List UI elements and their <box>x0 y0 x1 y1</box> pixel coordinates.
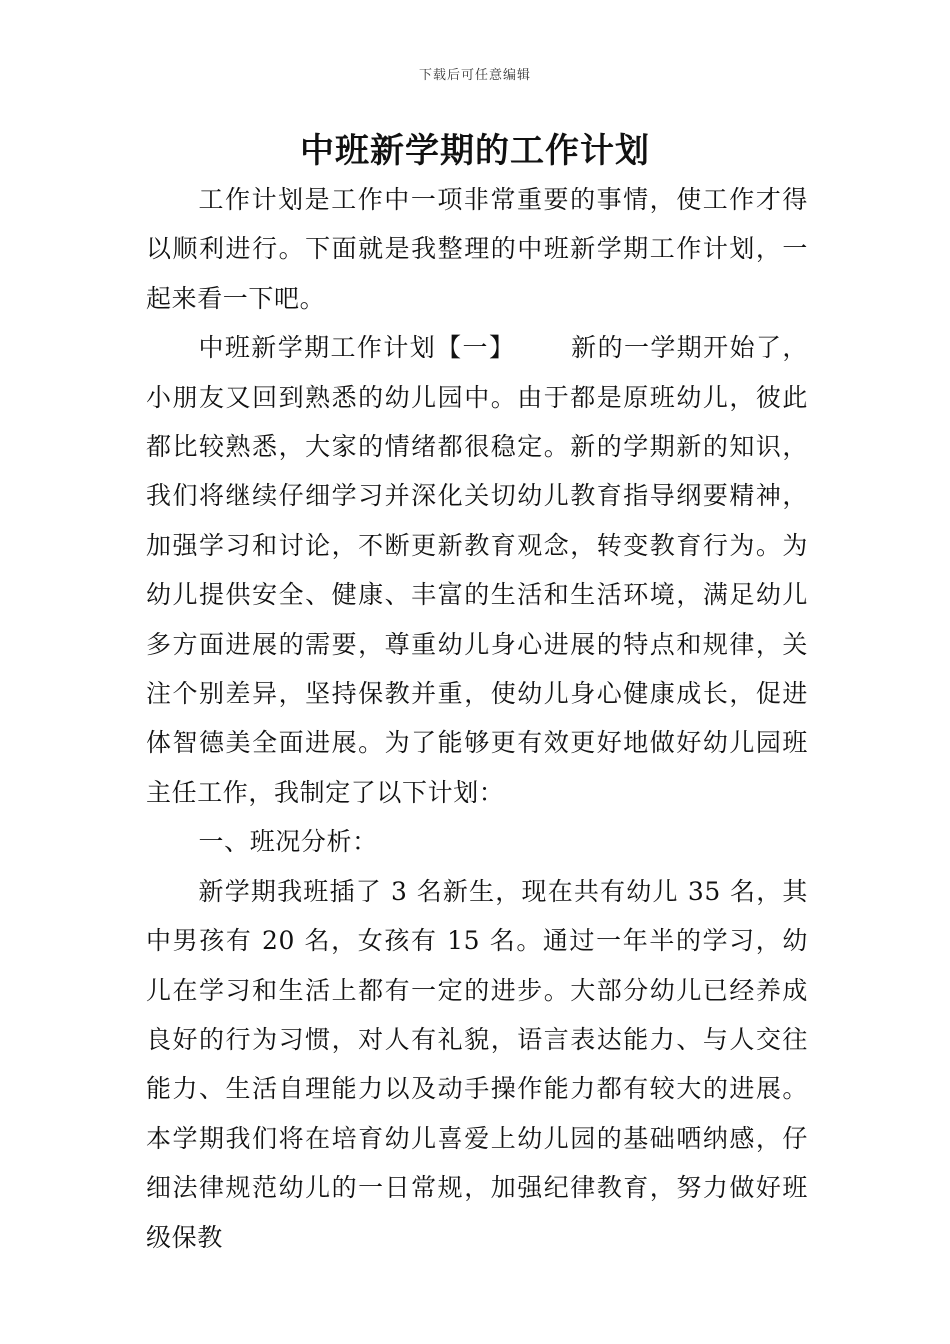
header-note: 下载后可任意编辑 <box>418 68 531 83</box>
section-1-heading <box>146 817 808 866</box>
intro-text: 工作计划是工作中一项非常重要的事情，使工作才得以顺利进行。下面就是我整理的中班新学期工作计划，一起来看一下吧。 <box>146 185 808 313</box>
plan-paragraph <box>146 323 808 817</box>
plan-heading: 中班新学期工作计划【一】 <box>198 333 516 363</box>
document-body <box>146 175 808 1262</box>
plan-text: 新的一学期开始了，小朋友又回到熟悉的幼儿园中。由于都是原班幼儿，彼此都比较熟悉，大家的情绪都很稳定。新的学期新的知识，我们将继续仔细学习并深化关切幼儿教育指导纲要精神，加强学习和讨论，不断更新教育观念，转变教育行为。为幼儿提供安全、健康、丰富的生活和生活环境，满足幼儿多方面进展的需要，尊重幼儿身心进展的特点和规律，关注个别差异，坚持保教并重，使幼儿身心健康成长，促进体智德美全面进展。为了能够更有效更好地做好幼儿园班主任工作，我制定了以下计划： <box>146 333 808 807</box>
document-title: 中班新学期的工作计划 <box>300 131 650 171</box>
section-1-heading-text: 一、班况分析： <box>198 827 378 857</box>
section-1-text: 新学期我班插了 3 名新生，现在共有幼儿 35 名，其中男孩有 20 名，女孩有 15 名。通过一年半的学习，幼儿在学习和生活上都有一定的进步。大部分幼儿已经养成良好的行为习惯，对人有礼貌，语言表达能力、与人交往能力、生活自理能力以及动手操作能力都有较大的进展。本学期我们将在培育幼儿喜爱上幼儿园的基础哂纳感，仔细法律规范幼儿的一日常规，加强纪律教育，努力做好班级保教 <box>146 876 808 1252</box>
section-1-paragraph <box>146 867 808 1262</box>
intro-paragraph <box>146 175 808 323</box>
